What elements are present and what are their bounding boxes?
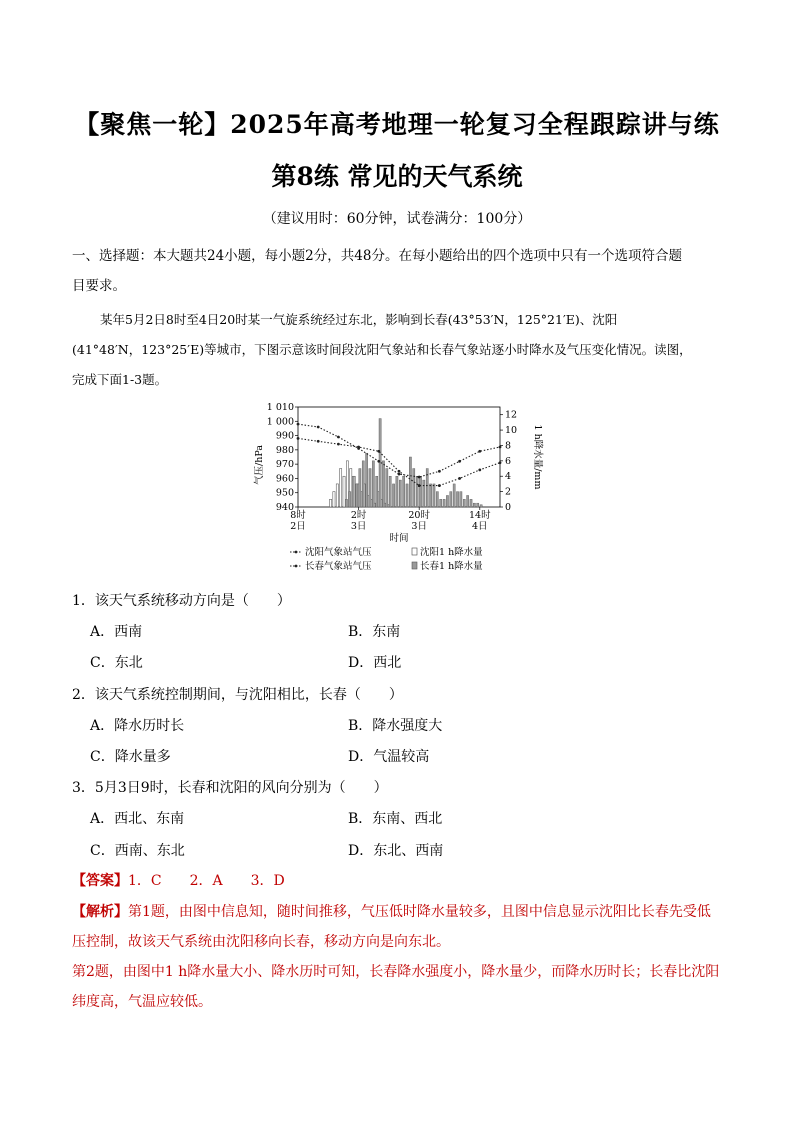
x-tick-label-time: 2时 <box>350 510 367 521</box>
exercise-title: 第8练 常见的天气系统 <box>271 162 523 191</box>
bar-changchun-precip <box>446 495 448 507</box>
right-tick-label: 4 <box>505 471 512 483</box>
bar-changchun-precip <box>396 476 398 507</box>
bar-changchun-precip <box>433 484 435 507</box>
changchun-pressure-point <box>398 470 401 473</box>
changchun-pressure-point <box>377 450 380 453</box>
bar-shenyang-precip <box>343 476 345 507</box>
bar-changchun-precip <box>423 480 425 507</box>
q2-option-a[interactable]: A．降水历时长 <box>90 718 185 734</box>
bar-changchun-precip <box>403 476 405 507</box>
analysis-p1-line2: 压控制，故该天气系统由沈阳移向长春，移动方向是向东北。 <box>72 934 450 950</box>
bar-changchun-precip <box>480 505 482 507</box>
bar-changchun-precip <box>376 476 378 507</box>
legend-shenyang-pressure-dot <box>295 551 298 554</box>
analysis-label: 【解析】 <box>72 904 128 920</box>
bar-changchun-precip <box>386 469 388 507</box>
x-tick-label-date: 2日 <box>290 521 306 532</box>
q2-option-d[interactable]: D．气温较高 <box>348 749 430 765</box>
section-intro-line2: 目要求。 <box>72 278 126 294</box>
bar-changchun-precip <box>443 499 445 507</box>
left-tick-label: 950 <box>275 487 294 499</box>
bar-changchun-precip <box>416 476 418 507</box>
bar-changchun-precip <box>355 484 357 507</box>
question-1-stem: 1．该天气系统移动方向是（ ） <box>72 593 291 609</box>
x-tick-label-date: 4日 <box>472 521 488 532</box>
left-tick-label: 940 <box>275 502 294 513</box>
shenyang-pressure-point <box>478 450 481 453</box>
x-tick-label-time: 8时 <box>290 510 306 521</box>
bar-changchun-precip <box>372 461 374 507</box>
bar-shenyang-precip <box>340 469 342 507</box>
changchun-pressure-point <box>499 461 502 464</box>
shenyang-pressure-point <box>297 423 300 426</box>
shenyang-pressure-point <box>377 460 380 463</box>
shenyang-pressure-point <box>317 426 320 429</box>
q1-option-b[interactable]: B．东南 <box>348 624 401 640</box>
analysis-block <box>72 897 732 1017</box>
right-tick-label: 10 <box>505 425 518 437</box>
legend-changchun-pressure: 长春气象站气压 <box>305 561 372 572</box>
bar-changchun-precip <box>399 480 401 507</box>
left-tick-label: 980 <box>275 444 294 456</box>
bar-changchun-precip <box>453 484 455 507</box>
left-tick-label: 1 010 <box>266 402 294 413</box>
time-note: （建议用时：60分钟，试卷满分：100分） <box>262 211 532 227</box>
q3-option-b[interactable]: B．东南、西北 <box>348 811 443 827</box>
plot-frame <box>298 407 500 507</box>
right-tick-label: 6 <box>505 455 512 467</box>
changchun-pressure-point <box>418 484 421 487</box>
right-tick-label: 2 <box>505 486 512 498</box>
legend-changchun-precip: 长春1 h降水量 <box>420 561 483 572</box>
q3-option-a[interactable]: A．西北、东南 <box>90 811 185 827</box>
analysis-p1-line1: 第1题，由图中信息知，随时间推移，气压低时降水量较多，且图中信息显示沈阳比长春先受低 <box>128 904 711 920</box>
answer-block <box>72 866 732 896</box>
bar-changchun-precip <box>413 469 415 507</box>
right-tick-label: 0 <box>505 502 512 513</box>
pressure-precipitation-chart <box>250 395 550 589</box>
bar-changchun-precip <box>440 499 442 507</box>
x-axis-label: 时间 <box>389 533 409 544</box>
section-intro-line1: 一、选择题：本大题共24小题，每小题2分，共48分。在每小题给出的四个选项中只有一个选项符合题 <box>72 248 682 264</box>
x-tick-label-date: 3日 <box>350 521 367 532</box>
changchun-pressure-line <box>298 438 500 485</box>
question-3-stem: 3．5月3日9时，长春和沈阳的风向分别为（ ） <box>72 780 388 796</box>
shenyang-pressure-point <box>458 460 461 463</box>
bar-changchun-precip <box>467 495 469 507</box>
right-axis-label: 1 h降水量/mm <box>532 424 543 490</box>
changchun-pressure-point <box>357 446 360 449</box>
passage-line3: 完成下面1-3题。 <box>72 372 168 387</box>
bar-changchun-precip <box>345 499 347 507</box>
bar-changchun-precip <box>406 484 408 507</box>
bar-changchun-precip <box>473 503 475 507</box>
legend-changchun-pressure-dot <box>295 565 298 568</box>
right-tick-label: 12 <box>505 409 518 421</box>
shenyang-pressure-point <box>418 476 421 479</box>
q3-option-c[interactable]: C．西南、东北 <box>90 843 185 859</box>
bar-changchun-precip <box>352 476 354 507</box>
bar-changchun-precip <box>362 461 364 507</box>
changchun-pressure-point <box>297 437 300 440</box>
bar-shenyang-precip <box>333 492 335 507</box>
left-tick-label: 990 <box>275 430 294 442</box>
left-tick-label: 1 000 <box>266 416 294 428</box>
changchun-pressure-point <box>478 468 481 471</box>
answer-label: 【答案】 <box>72 873 128 889</box>
bar-changchun-precip <box>389 476 391 507</box>
legend-shenyang-precip-swatch <box>412 548 417 555</box>
bar-shenyang-precip <box>336 484 338 507</box>
bar-changchun-precip <box>460 492 462 507</box>
bar-changchun-precip <box>477 503 479 507</box>
bar-changchun-precip <box>450 492 452 507</box>
bar-changchun-precip <box>369 469 371 507</box>
shenyang-pressure-point <box>398 473 401 476</box>
legend-changchun-precip-swatch <box>412 562 417 569</box>
passage <box>72 305 724 395</box>
q2-option-b[interactable]: B．降水强度大 <box>348 718 443 734</box>
question-2-stem: 2．该天气系统控制期间，与沈阳相比，长春（ ） <box>72 687 403 703</box>
analysis-p2-line2: 纬度高，气温应较低。 <box>72 994 212 1010</box>
q1-option-c[interactable]: C．东北 <box>90 655 143 671</box>
shenyang-pressure-point <box>438 470 441 473</box>
x-tick-label-date: 3日 <box>411 521 427 532</box>
bar-shenyang-precip <box>329 499 331 507</box>
section-intro <box>72 241 724 301</box>
bar-changchun-precip <box>463 499 465 507</box>
q2-option-c[interactable]: C．降水量多 <box>90 749 171 765</box>
legend-shenyang-precip: 沈阳1 h降水量 <box>420 547 483 558</box>
shenyang-pressure-point <box>337 436 340 439</box>
q1-option-d[interactable]: D．西北 <box>348 655 402 671</box>
changchun-pressure-point <box>317 440 320 443</box>
passage-line1: 某年5月2日8时至4日20时某一气旋系统经过东北，影响到长春(43°53′N，125°21′E)、沈阳 <box>100 312 618 327</box>
bar-changchun-precip <box>436 492 438 507</box>
document-title: 【聚焦一轮】2025年高考地理一轮复习全程跟踪讲与练 <box>74 110 720 139</box>
x-tick-label-time: 14时 <box>469 510 491 521</box>
bar-changchun-precip <box>470 499 472 507</box>
changchun-pressure-point <box>438 484 441 487</box>
left-tick-label: 970 <box>275 459 294 471</box>
left-axis-label: 气压/hPa <box>254 445 265 485</box>
bar-changchun-precip <box>359 469 361 507</box>
bar-changchun-precip <box>349 492 351 507</box>
bar-changchun-precip <box>366 453 368 507</box>
bar-changchun-precip <box>409 457 411 507</box>
bar-changchun-precip <box>419 476 421 507</box>
x-tick-label-time: 20时 <box>408 510 430 521</box>
q3-option-d[interactable]: D．东北、西南 <box>348 843 444 859</box>
bar-changchun-precip <box>392 484 394 507</box>
left-tick-label: 960 <box>275 473 294 485</box>
shenyang-pressure-line <box>298 424 500 477</box>
analysis-p2-line1: 第2题，由图中1 h降水量大小、降水历时可知，长春降水强度小，降水量少，而降水历时长；长春比沈阳 <box>72 964 720 980</box>
changchun-pressure-point <box>458 477 461 480</box>
right-tick-label: 8 <box>505 440 512 452</box>
shenyang-pressure-point <box>499 446 502 449</box>
bar-changchun-precip <box>456 492 458 507</box>
passage-line2: (41°48′N，123°25′E)等城市，下图示意该时间段沈阳气象站和长春气象站逐小时降水及气压变化情况。读图， <box>72 342 692 357</box>
bar-changchun-precip <box>382 461 384 507</box>
legend-shenyang-pressure: 沈阳气象站气压 <box>305 547 372 558</box>
chart-svg <box>250 395 550 585</box>
changchun-pressure-point <box>337 443 340 446</box>
bar-changchun-precip <box>430 484 432 507</box>
answer-text: 1．C 2．A 3．D <box>128 873 285 889</box>
q1-option-a[interactable]: A．西南 <box>90 624 143 640</box>
